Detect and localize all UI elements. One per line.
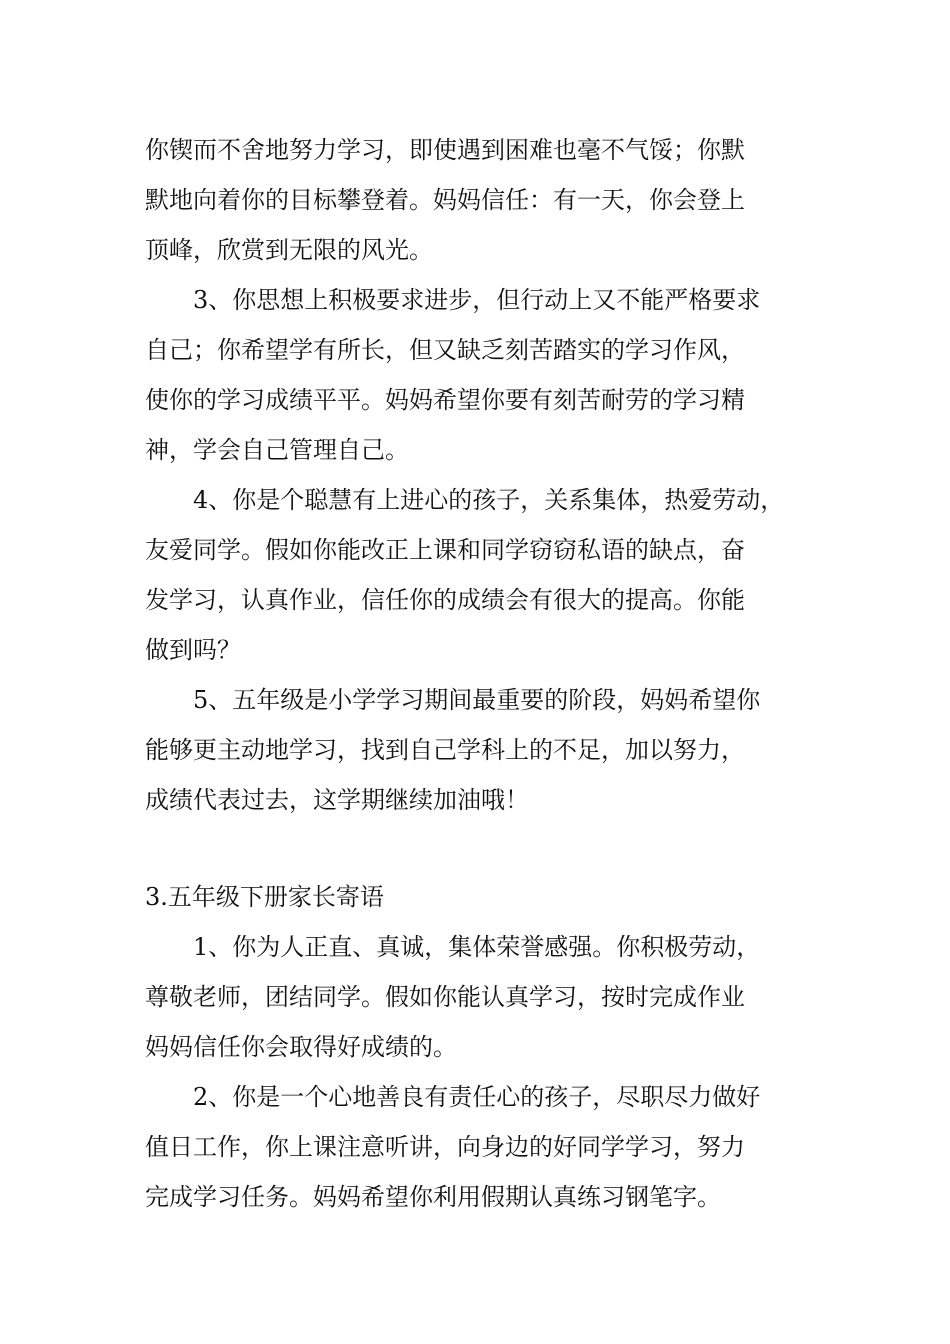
section-heading: [145, 872, 835, 922]
paragraph-section-item-1: [145, 922, 835, 1072]
text-line: 成绩代表过去，这学期继续加油哦！: [145, 786, 529, 814]
text-line: 3、你思想上积极要求进步，但行动上又不能严格要求: [193, 286, 761, 314]
paragraph-continued: [145, 125, 835, 275]
text-line: 妈妈信任你会取得好成绩的。: [145, 1033, 457, 1061]
paragraph-section-item-2: [145, 1072, 835, 1222]
paragraph-item-5: [145, 675, 835, 825]
text-line: 自己；你希望学有所长，但又缺乏刻苦踏实的学习作风，: [145, 336, 745, 364]
text-line: 你锲而不舍地努力学习，即使遇到困难也毫不气馁；你默: [145, 136, 745, 164]
text-line: 尊敬老师，团结同学。假如你能认真学习，按时完成作业: [145, 983, 745, 1011]
text-line: 顶峰，欣赏到无限的风光。: [145, 236, 433, 264]
text-line: 友爱同学。假如你能改正上课和同学窃窃私语的缺点，奋: [145, 536, 745, 564]
text-line: 使你的学习成绩平平。妈妈希望你要有刻苦耐劳的学习精: [145, 386, 745, 414]
text-line: 做到吗？: [145, 636, 241, 664]
text-line: 值日工作，你上课注意听讲，向身边的好同学学习，努力: [145, 1133, 745, 1161]
text-line: 1、你为人正直、真诚，集体荣誉感强。你积极劳动，: [193, 933, 761, 961]
text-line: 4、你是个聪慧有上进心的孩子，关系集体，热爱劳动，: [193, 486, 785, 514]
text-line: 神，学会自己管理自己。: [145, 436, 409, 464]
text-line: 默地向着你的目标攀登着。妈妈信任：有一天，你会登上: [145, 186, 745, 214]
text-line: 5、五年级是小学学习期间最重要的阶段，妈妈希望你: [193, 686, 761, 714]
text-line: 完成学习任务。妈妈希望你利用假期认真练习钢笔字。: [145, 1183, 721, 1211]
text-line: 发学习，认真作业，信任你的成绩会有很大的提高。你能: [145, 586, 745, 614]
text-line: 2、你是一个心地善良有责任心的孩子，尽职尽力做好: [193, 1083, 761, 1111]
text-line: 能够更主动地学习，找到自己学科上的不足，加以努力，: [145, 736, 745, 764]
section-title: 3.五年级下册家长寄语: [145, 883, 384, 911]
paragraph-item-3: [145, 275, 835, 475]
paragraph-item-4: [145, 475, 835, 675]
